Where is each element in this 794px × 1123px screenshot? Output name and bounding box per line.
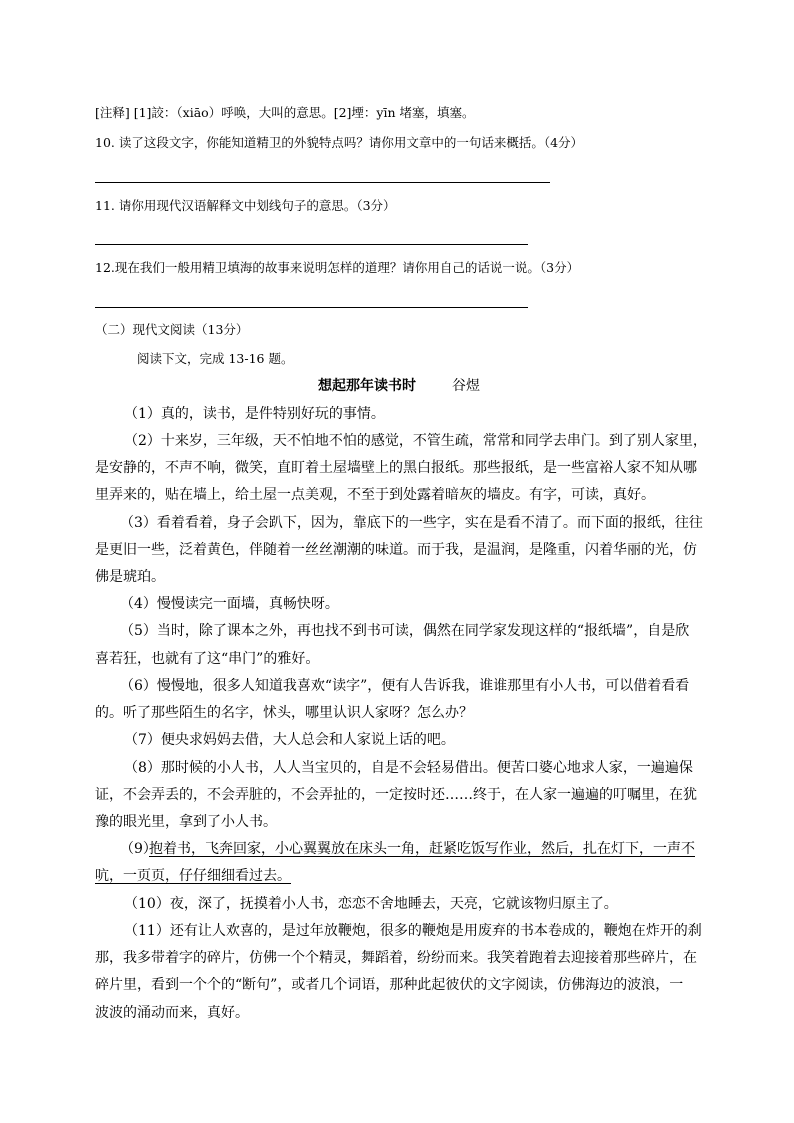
section-heading: （二）现代文阅读（13分） bbox=[95, 322, 249, 337]
underlined-sentence: 抱着书，飞奔回家，小心翼翼放在床头一角，赶紧吃饭写作业，然后，扎在灯下，一声不 bbox=[149, 841, 695, 857]
paragraph-line: 喜若狂，也就有了这“串门”的雅好。 bbox=[95, 651, 320, 667]
paragraph-line: 波波的涌动而来，真好。 bbox=[95, 1005, 249, 1021]
paragraph-line: （7）便央求妈妈去借，大人总会和人家说上话的吧。 bbox=[124, 732, 455, 748]
answer-line-10[interactable] bbox=[95, 182, 550, 183]
annotation-note: [注释] [1]詨：（xiāo）呼唤，大叫的意思。[2]堙：yīn 堵塞，填塞。 bbox=[95, 105, 475, 120]
paragraph-9-number: （9） bbox=[120, 841, 157, 857]
paragraph-line: （5）当时，除了课本之外，再也找不到书可读，偶然在同学家发现这样的“报纸墙”，自是欣 bbox=[120, 623, 690, 639]
underlined-sentence: 吭，一页页，仔仔细细看过去。 bbox=[95, 868, 291, 884]
article-author: 谷煜 bbox=[452, 378, 480, 394]
paragraph-line: 佛是琥珀。 bbox=[95, 569, 165, 585]
paragraph-line: （6）慢慢地，很多人知道我喜欢“读字”，便有人告诉我，谁谁那里有小人书，可以借着看看 bbox=[120, 678, 690, 694]
paragraph-line: （1）真的，读书，是件特别好玩的事情。 bbox=[124, 406, 385, 422]
paragraph-line: 里弄来的，贴在墙上，给土屋一点美观，不至于到处露着暗灰的墙皮。有字，可读，真好。 bbox=[95, 487, 655, 503]
question-10: 10. 读了这段文字，你能知道精卫的外貌特点吗？请你用文章中的一句话来概括。（4分） bbox=[95, 135, 584, 150]
paragraph-line: （8）那时候的小人书，人人当宝贝的，自是不会轻易借出。便苦口婆心地求人家，一遍遍保 bbox=[124, 760, 693, 776]
paragraph-line: （11）还有让人欢喜的，是过年放鞭炮，很多的鞭炮是用废弃的书本卷成的，鞭炮在炸开的刹 bbox=[124, 923, 702, 939]
paragraph-line: 豫的眼光里，拿到了小人书。 bbox=[95, 814, 277, 830]
paragraph-line: （4）慢慢读完一面墙，真畅快呀。 bbox=[120, 596, 339, 612]
paragraph-line: 的。听了那些陌生的名字，怵头，哪里认识人家呀？怎么办？ bbox=[95, 705, 473, 721]
paragraph-line: （2）十来岁，三年级，天不怕地不怕的感觉，不管生疏，常常和同学去串门。到了别人家里， bbox=[124, 433, 707, 449]
paragraph-line: （10）夜，深了，抚摸着小人书，恋恋不舍地睡去，天亮，它就该物归原主了。 bbox=[124, 896, 618, 912]
answer-line-11[interactable] bbox=[95, 244, 528, 245]
paragraph-line: 是更旧一些，泛着黄色，伴随着一丝丝潮潮的味道。而于我，是温润，是隆重，闪着华丽的光，仿 bbox=[95, 542, 697, 558]
reading-instruction: 阅读下文，完成 13-16 题。 bbox=[137, 351, 294, 366]
paragraph-line: 碎片里，看到一个个的“断句”，或者几个词语，那种此起彼伏的文字阅读，仿佛海边的波浪，一 bbox=[95, 977, 684, 993]
question-12: 12.现在我们一般用精卫填海的故事来说明怎样的道理？请你用自己的话说一说。（3分） bbox=[95, 260, 580, 275]
question-11: 11. 请你用现代汉语解释文中划线句子的意思。（3分） bbox=[95, 198, 396, 213]
paragraph-line: 证，不会弄丢的，不会弄脏的，不会弄扯的，一定按时还……终于，在人家一遍遍的叮嘱里，在犹 bbox=[95, 787, 697, 803]
answer-line-12[interactable] bbox=[95, 307, 528, 308]
article-title: 想起那年读书时 bbox=[318, 378, 416, 394]
paragraph-line: 是安静的，不声不响，微笑，直盯着土屋墙壁上的黑白报纸。那些报纸，是一些富裕人家不知从哪 bbox=[95, 460, 697, 476]
paragraph-line: （3）看着看着，身子会趴下，因为，靠底下的一些字，实在是看不清了。而下面的报纸，往往 bbox=[120, 515, 703, 531]
paragraph-line: 那，我多带着字的碎片，仿佛一个个精灵，舞蹈着，纷纷而来。我笑着跑着去迎接着那些碎片，在 bbox=[95, 950, 697, 966]
